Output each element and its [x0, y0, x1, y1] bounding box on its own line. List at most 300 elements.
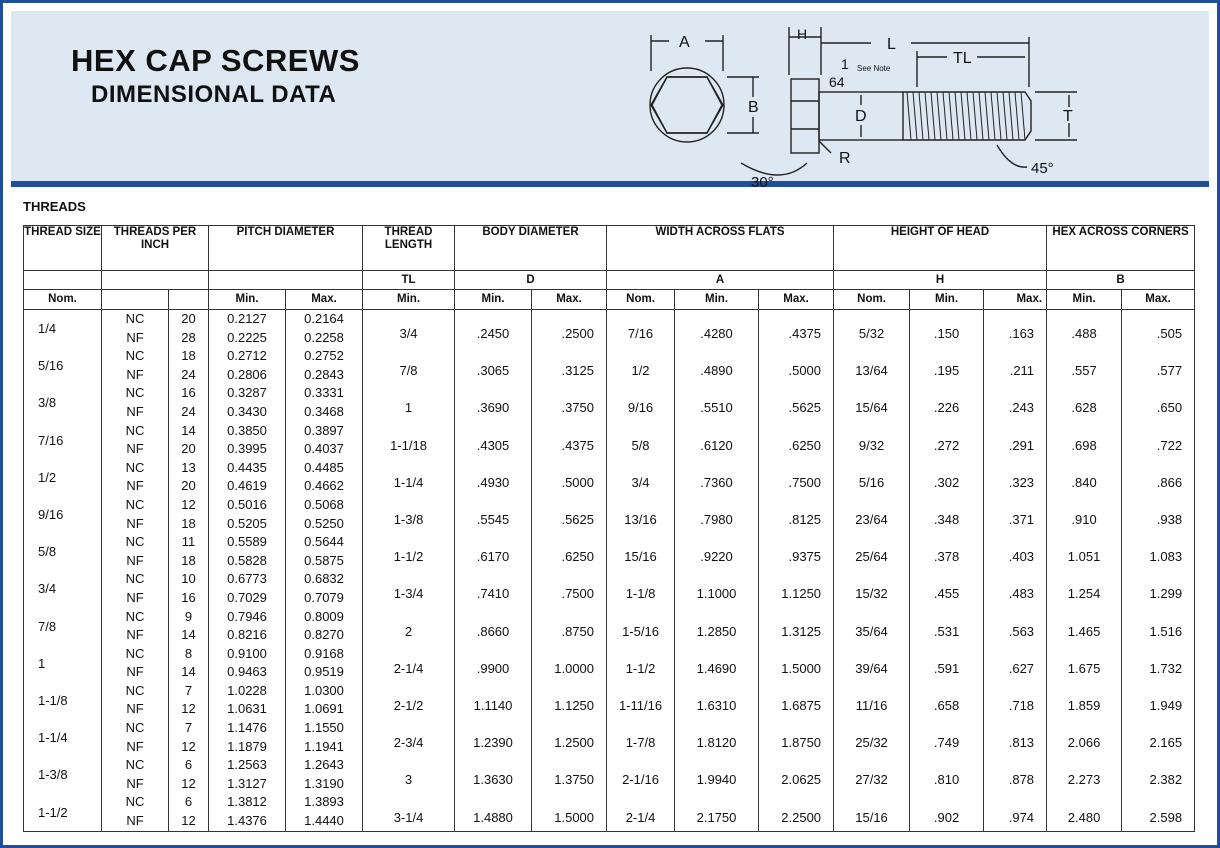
pitch-min-cell: 0.7946 — [227, 608, 267, 624]
thread-type-cell: NC — [125, 645, 145, 661]
head-max-cell: .563 — [1008, 623, 1035, 639]
thread-type-cell: NF — [126, 441, 144, 457]
tpi-cell: 12 — [181, 496, 196, 512]
body-max-cell-wrap — [532, 645, 606, 682]
subheader-nom: Nom. — [607, 290, 675, 310]
body-min-cell: 1.4880 — [473, 809, 513, 825]
pitch-max-cell: 1.2643 — [304, 757, 344, 773]
body-max-cell: 1.5000 — [554, 809, 595, 825]
flats-nom-cell-wrap — [607, 496, 674, 533]
head-max-cell-wrap — [984, 459, 1046, 496]
thread-length-cell: 1-1/4 — [393, 474, 424, 490]
symbol-a: A — [607, 271, 834, 290]
body-max-cell-wrap — [532, 496, 606, 533]
pitch-max-cell: 1.1550 — [304, 720, 344, 736]
head-max-cell: .627 — [1008, 660, 1035, 676]
corners-min-cell-wrap — [1047, 719, 1121, 756]
flats-max-cell: .4375 — [788, 326, 822, 342]
thread-type-cell: NC — [125, 311, 145, 326]
corners-min-cell: 2.273 — [1067, 772, 1101, 788]
head-nom-cell-wrap — [834, 608, 909, 645]
flats-nom-cell-wrap — [607, 422, 674, 459]
head-nom-cell: 5/32 — [858, 326, 885, 342]
corners-max-cell: 1.516 — [1149, 623, 1183, 639]
tpi-cell: 8 — [184, 645, 193, 661]
flats-min-cell-wrap — [675, 793, 758, 830]
head-min-cell-wrap — [910, 570, 983, 607]
flats-max-cell: 1.5000 — [781, 660, 822, 676]
tpi-cell: 16 — [181, 385, 196, 401]
tpi-cell: 12 — [181, 701, 196, 717]
body-min-cell-wrap — [455, 310, 531, 347]
symbol-h: H — [834, 271, 1047, 290]
tpi-cell: 6 — [184, 794, 193, 810]
pitch-max-cell: 1.3893 — [304, 794, 344, 810]
body-max-cell-wrap — [532, 682, 606, 719]
corners-max-cell-wrap — [1122, 347, 1194, 384]
thread-type-cell: NF — [126, 775, 144, 791]
head-max-cell: .483 — [1008, 586, 1035, 602]
thread-type-cell: NF — [126, 813, 144, 829]
body-min-cell-wrap — [455, 496, 531, 533]
flats-min-cell: .5510 — [700, 400, 733, 416]
thread-type-cell: NC — [125, 682, 145, 698]
thread-length-cell: 2-1/2 — [393, 697, 424, 713]
pitch-max-cell: 1.3190 — [304, 775, 344, 791]
body-min-cell-wrap — [455, 570, 531, 607]
body-min-cell-wrap — [455, 719, 531, 756]
head-min-cell: .810 — [933, 772, 960, 788]
head-max-cell-wrap — [984, 608, 1046, 645]
head-max-cell: .291 — [1008, 437, 1035, 453]
corners-min-cell: .698 — [1071, 437, 1097, 453]
body-min-cell-wrap — [455, 682, 531, 719]
subheader-min: Min. — [910, 290, 984, 310]
corners-min-cell: .628 — [1071, 400, 1097, 416]
thread-type-cell: NC — [125, 348, 145, 364]
flats-max-cell-wrap — [759, 682, 833, 719]
flats-min-cell: 1.8120 — [696, 735, 737, 751]
corners-min-cell-wrap — [1047, 459, 1121, 496]
tpi-cell: 16 — [181, 589, 196, 605]
thread-length-cell-wrap — [363, 645, 454, 682]
flats-max-cell-wrap — [759, 496, 833, 533]
thread-type-cell: NF — [126, 701, 144, 717]
pitch-max-cell: 0.8009 — [304, 608, 344, 624]
flats-max-cell-wrap — [759, 422, 833, 459]
flats-min-cell-wrap — [675, 608, 758, 645]
flats-max-cell-wrap — [759, 384, 833, 421]
body-max-cell: .4375 — [561, 437, 595, 453]
body-max-cell-wrap — [532, 459, 606, 496]
tpi-cell: 18 — [181, 552, 196, 568]
head-max-cell-wrap — [984, 682, 1046, 719]
thread-length-cell: 1 — [404, 400, 413, 416]
dim-label-h: H — [797, 26, 808, 42]
pitch-min-cell: 1.2563 — [227, 757, 267, 773]
thread-length-cell-wrap — [363, 756, 454, 793]
thread-length-cell-wrap — [363, 384, 454, 421]
tpi-cell: 14 — [181, 422, 196, 438]
header-thread-length: THREAD LENGTH — [363, 226, 455, 271]
head-nom-cell: 5/16 — [858, 474, 885, 490]
symbol-tl: TL — [363, 271, 455, 290]
body-max-cell: .5625 — [561, 512, 595, 528]
thread-size-cell: 1/4 — [38, 321, 57, 337]
body-min-cell-wrap — [455, 384, 531, 421]
body-max-cell-wrap — [532, 756, 606, 793]
thread-size-cell: 1/2 — [38, 469, 57, 485]
body-min-cell: .7410 — [476, 586, 510, 602]
pitch-min-cell: 1.4376 — [227, 813, 267, 829]
thread-length-cell-wrap — [363, 682, 454, 719]
body-min-cell: .5545 — [476, 512, 510, 528]
head-nom-cell: 9/32 — [858, 437, 885, 453]
pitch-max-cell: 0.4037 — [304, 441, 344, 457]
corners-max-cell-wrap — [1122, 570, 1194, 607]
subheader-nom: Nom. — [834, 290, 910, 310]
head-max-cell-wrap — [984, 793, 1046, 830]
flats-min-cell-wrap — [675, 422, 758, 459]
corners-max-cell: 1.083 — [1149, 549, 1183, 565]
head-min-cell-wrap — [910, 533, 983, 570]
pitch-max-cell: 1.1941 — [304, 738, 344, 754]
body-max-cell: .6250 — [561, 549, 595, 565]
flats-max-cell: .6250 — [788, 437, 822, 453]
body-max-cell: .7500 — [561, 586, 595, 602]
thread-type-cell: NC — [125, 534, 145, 550]
head-min-cell: .348 — [933, 512, 960, 528]
corners-min-cell-wrap — [1047, 347, 1121, 384]
pitch-min-cell: 0.9100 — [227, 645, 267, 661]
pitch-max-cell: 0.6832 — [304, 571, 344, 587]
flats-min-cell: 1.9940 — [696, 772, 737, 788]
flats-max-cell: 1.6875 — [781, 697, 822, 713]
pitch-max-cell: 1.4440 — [304, 813, 344, 829]
thread-size-cell: 1-1/8 — [38, 692, 68, 708]
thread-length-cell: 1-1/18 — [390, 437, 427, 453]
body-min-cell: .4305 — [476, 437, 510, 453]
thread-type-cell: NF — [126, 329, 144, 345]
head-max-cell-wrap — [984, 310, 1046, 347]
head-max-cell: .403 — [1008, 549, 1035, 565]
flats-min-cell-wrap — [675, 682, 758, 719]
tpi-cell: 18 — [181, 348, 196, 364]
body-min-cell-wrap — [455, 608, 531, 645]
body-min-cell-wrap — [455, 459, 531, 496]
head-nom-cell-wrap — [834, 756, 909, 793]
corners-max-cell-wrap — [1122, 682, 1194, 719]
pitch-min-cell: 1.0631 — [227, 701, 267, 717]
pitch-min-cell: 0.6773 — [227, 571, 267, 587]
head-min-cell: .195 — [933, 363, 960, 379]
subheader-nom: Nom. — [24, 290, 102, 310]
tpi-cell: 6 — [184, 757, 193, 773]
flats-max-cell: 1.8750 — [781, 735, 822, 751]
pitch-min-cell: 0.3430 — [227, 403, 267, 419]
body-max-cell-wrap — [532, 422, 606, 459]
thread-type-cell: NC — [125, 720, 145, 736]
corners-max-cell-wrap — [1122, 719, 1194, 756]
body-max-cell: 1.1250 — [554, 697, 595, 713]
pitch-min-cell: 0.8216 — [227, 627, 267, 643]
body-max-cell-wrap — [532, 793, 606, 830]
dim-label-a: A — [679, 34, 690, 51]
pitch-max-cell: 0.3897 — [304, 422, 344, 438]
head-max-cell: .878 — [1008, 772, 1035, 788]
head-max-cell: .974 — [1008, 809, 1035, 825]
flats-min-cell: .4890 — [700, 363, 733, 379]
flats-min-cell: .7360 — [700, 474, 733, 490]
flats-nom-cell: 9/16 — [627, 400, 654, 416]
column-head-min — [910, 310, 984, 832]
blank-cell — [102, 271, 209, 290]
corners-max-cell: .938 — [1156, 512, 1183, 528]
thread-length-cell-wrap — [363, 496, 454, 533]
head-min-cell-wrap — [910, 422, 983, 459]
body-max-cell-wrap — [532, 384, 606, 421]
corners-min-cell-wrap — [1047, 793, 1121, 830]
body-min-cell: .3065 — [476, 363, 510, 379]
head-max-cell: .371 — [1008, 512, 1035, 528]
body-max-cell-wrap — [532, 608, 606, 645]
head-max-cell: .323 — [1008, 474, 1035, 490]
tpi-cell: 7 — [184, 682, 193, 698]
flats-max-cell-wrap — [759, 533, 833, 570]
thread-length-cell-wrap — [363, 533, 454, 570]
flats-nom-cell: 1-1/2 — [625, 660, 656, 676]
column-tpi — [169, 310, 209, 832]
flats-nom-cell-wrap — [607, 533, 674, 570]
head-min-cell-wrap — [910, 793, 983, 830]
thread-size-cell: 3/8 — [38, 395, 57, 411]
thread-length-cell: 2-1/4 — [393, 660, 424, 676]
thread-size-cell: 1-1/4 — [38, 730, 68, 746]
flats-nom-cell: 13/16 — [624, 512, 657, 528]
pitch-min-cell: 1.1879 — [227, 738, 267, 754]
thread-length-cell-wrap — [363, 570, 454, 607]
corners-min-cell-wrap — [1047, 645, 1121, 682]
thread-length-cell-wrap — [363, 347, 454, 384]
thread-size-cell: 5/16 — [38, 358, 64, 374]
pitch-min-cell: 0.9463 — [227, 664, 267, 680]
body-max-cell: .3750 — [561, 400, 595, 416]
column-pitch-min — [209, 310, 286, 832]
corners-max-cell: 2.165 — [1149, 735, 1183, 751]
flats-nom-cell-wrap — [607, 570, 674, 607]
head-min-cell-wrap — [910, 310, 983, 347]
flats-min-cell: .6120 — [700, 437, 733, 453]
head-min-cell-wrap — [910, 347, 983, 384]
thread-type-cell: NF — [126, 738, 144, 754]
head-max-cell: .211 — [1009, 363, 1035, 379]
thread-type-cell: NF — [126, 366, 144, 382]
flats-min-cell-wrap — [675, 719, 758, 756]
head-nom-cell: 35/64 — [855, 623, 888, 639]
header-threads-per-inch: THREADS PER INCH — [102, 226, 209, 271]
body-max-cell: 1.3750 — [554, 772, 595, 788]
head-min-cell-wrap — [910, 459, 983, 496]
head-max-cell-wrap — [984, 533, 1046, 570]
flats-max-cell-wrap — [759, 570, 833, 607]
column-head-max — [984, 310, 1047, 832]
head-min-cell: .658 — [933, 697, 960, 713]
pitch-max-cell: 1.0300 — [304, 682, 344, 698]
body-min-cell-wrap — [455, 347, 531, 384]
corners-max-cell: 2.382 — [1149, 772, 1183, 788]
pitch-min-cell: 0.4619 — [227, 478, 267, 494]
head-nom-cell-wrap — [834, 347, 909, 384]
thread-length-cell-wrap — [363, 422, 454, 459]
flats-max-cell-wrap — [759, 459, 833, 496]
head-min-cell: .302 — [933, 474, 960, 490]
column-head-nom — [834, 310, 910, 832]
header-banner — [11, 11, 1209, 191]
flats-min-cell: 2.1750 — [696, 809, 737, 825]
flats-min-cell-wrap — [675, 347, 758, 384]
head-min-cell: .378 — [933, 549, 960, 565]
corners-max-cell-wrap — [1122, 608, 1194, 645]
head-min-cell: .226 — [933, 400, 960, 416]
corners-max-cell-wrap — [1122, 533, 1194, 570]
thread-type-cell: NC — [125, 608, 145, 624]
body-max-cell-wrap — [532, 719, 606, 756]
flats-min-cell-wrap — [675, 459, 758, 496]
dim-label-d: D — [855, 108, 867, 125]
tpi-cell: 10 — [181, 571, 196, 587]
dim-label-l: L — [887, 36, 896, 53]
subheader-min: Min. — [675, 290, 759, 310]
subheader-max: Max. — [532, 290, 607, 310]
corners-max-cell-wrap — [1122, 384, 1194, 421]
flats-nom-cell-wrap — [607, 310, 674, 347]
thread-length-cell: 7/8 — [399, 363, 418, 379]
thread-length-cell: 3/4 — [399, 326, 418, 342]
head-nom-cell-wrap — [834, 422, 909, 459]
flats-max-cell-wrap — [759, 793, 833, 830]
flats-nom-cell-wrap — [607, 719, 674, 756]
corners-min-cell-wrap — [1047, 422, 1121, 459]
corners-min-cell: .557 — [1071, 363, 1097, 379]
head-min-cell: .902 — [933, 809, 960, 825]
blank-cell — [169, 290, 209, 310]
column-thread-size — [24, 310, 102, 832]
corners-min-cell: 1.859 — [1067, 697, 1101, 713]
pitch-max-cell: 0.2258 — [304, 329, 344, 345]
corners-max-cell-wrap — [1122, 756, 1194, 793]
see-note-label: See Note — [857, 64, 891, 73]
head-min-cell-wrap — [910, 756, 983, 793]
body-max-cell: .3125 — [561, 363, 595, 379]
thread-length-cell-wrap — [363, 459, 454, 496]
head-min-cell: .150 — [933, 326, 960, 342]
subheader-min: Min. — [363, 290, 455, 310]
thread-length-cell: 2-3/4 — [393, 735, 424, 751]
flats-nom-cell-wrap — [607, 384, 674, 421]
body-min-cell: 1.1140 — [473, 697, 513, 713]
corners-max-cell: .866 — [1156, 474, 1183, 490]
corners-min-cell-wrap — [1047, 310, 1121, 347]
flats-min-cell: .7980 — [700, 512, 733, 528]
flats-nom-cell: 2-1/4 — [625, 809, 656, 825]
flats-nom-cell: 1-1/8 — [625, 586, 656, 602]
body-min-cell: .3690 — [476, 400, 510, 416]
corners-min-cell-wrap — [1047, 682, 1121, 719]
head-nom-cell: 15/32 — [855, 586, 888, 602]
dim-label-b: B — [748, 99, 759, 116]
corners-max-cell: .577 — [1156, 363, 1183, 379]
thread-type-cell: NC — [125, 757, 145, 773]
tpi-cell: 18 — [181, 515, 196, 531]
corners-max-cell: .650 — [1156, 400, 1183, 416]
head-max-cell-wrap — [984, 756, 1046, 793]
pitch-max-cell: 0.2164 — [304, 311, 344, 326]
flats-nom-cell-wrap — [607, 645, 674, 682]
body-max-cell: 1.2500 — [554, 735, 595, 751]
corners-max-cell: 1.949 — [1149, 697, 1183, 713]
tpi-cell: 28 — [181, 329, 196, 345]
thread-size-cell: 1-1/2 — [38, 804, 68, 820]
head-max-cell: .243 — [1008, 400, 1035, 416]
pitch-min-cell: 0.2127 — [227, 311, 267, 326]
thread-type-cell: NF — [126, 403, 144, 419]
thread-length-cell-wrap — [363, 793, 454, 830]
flats-nom-cell: 2-1/16 — [622, 772, 659, 788]
subheader-min: Min. — [1047, 290, 1122, 310]
body-min-cell: 1.2390 — [473, 735, 513, 751]
corners-min-cell: 2.066 — [1067, 735, 1101, 751]
tpi-cell: 7 — [184, 720, 193, 736]
flats-max-cell-wrap — [759, 756, 833, 793]
head-max-cell-wrap — [984, 347, 1046, 384]
head-min-cell: .531 — [933, 623, 960, 639]
corners-max-cell-wrap — [1122, 459, 1194, 496]
body-min-cell: .4930 — [476, 474, 510, 490]
head-max-cell-wrap — [984, 719, 1046, 756]
flats-nom-cell: 1-7/8 — [625, 735, 656, 751]
flats-nom-cell-wrap — [607, 793, 674, 830]
thread-type-cell: NC — [125, 422, 145, 438]
pitch-min-cell: 0.5016 — [227, 496, 267, 512]
fraction-denominator: 64 — [829, 74, 845, 90]
thread-type-cell: NF — [126, 478, 144, 494]
corners-min-cell: .840 — [1071, 474, 1097, 490]
thread-type-cell: NF — [126, 515, 144, 531]
page-title: HEX CAP SCREWS — [71, 43, 360, 78]
flats-nom-cell-wrap — [607, 459, 674, 496]
thread-size-cell: 7/8 — [38, 618, 57, 634]
flats-max-cell: .9375 — [788, 549, 822, 565]
tpi-cell: 20 — [181, 441, 196, 457]
column-corners-min — [1047, 310, 1122, 832]
flats-min-cell-wrap — [675, 645, 758, 682]
tpi-cell: 24 — [181, 366, 196, 382]
symbol-b: B — [1047, 271, 1195, 290]
pitch-min-cell: 0.3995 — [227, 441, 267, 457]
head-min-cell-wrap — [910, 608, 983, 645]
pitch-max-cell: 0.8270 — [304, 627, 344, 643]
head-nom-cell-wrap — [834, 384, 909, 421]
header-body-diameter: BODY DIAMETER — [455, 226, 607, 271]
thread-length-cell-wrap — [363, 719, 454, 756]
body-min-cell-wrap — [455, 793, 531, 830]
body-max-cell-wrap — [532, 310, 606, 347]
header-height-of-head: HEIGHT OF HEAD — [834, 226, 1047, 271]
dimension-table — [23, 225, 1195, 832]
head-max-cell-wrap — [984, 496, 1046, 533]
flats-max-cell: 1.3125 — [781, 623, 822, 639]
subheader-min: Min. — [209, 290, 286, 310]
